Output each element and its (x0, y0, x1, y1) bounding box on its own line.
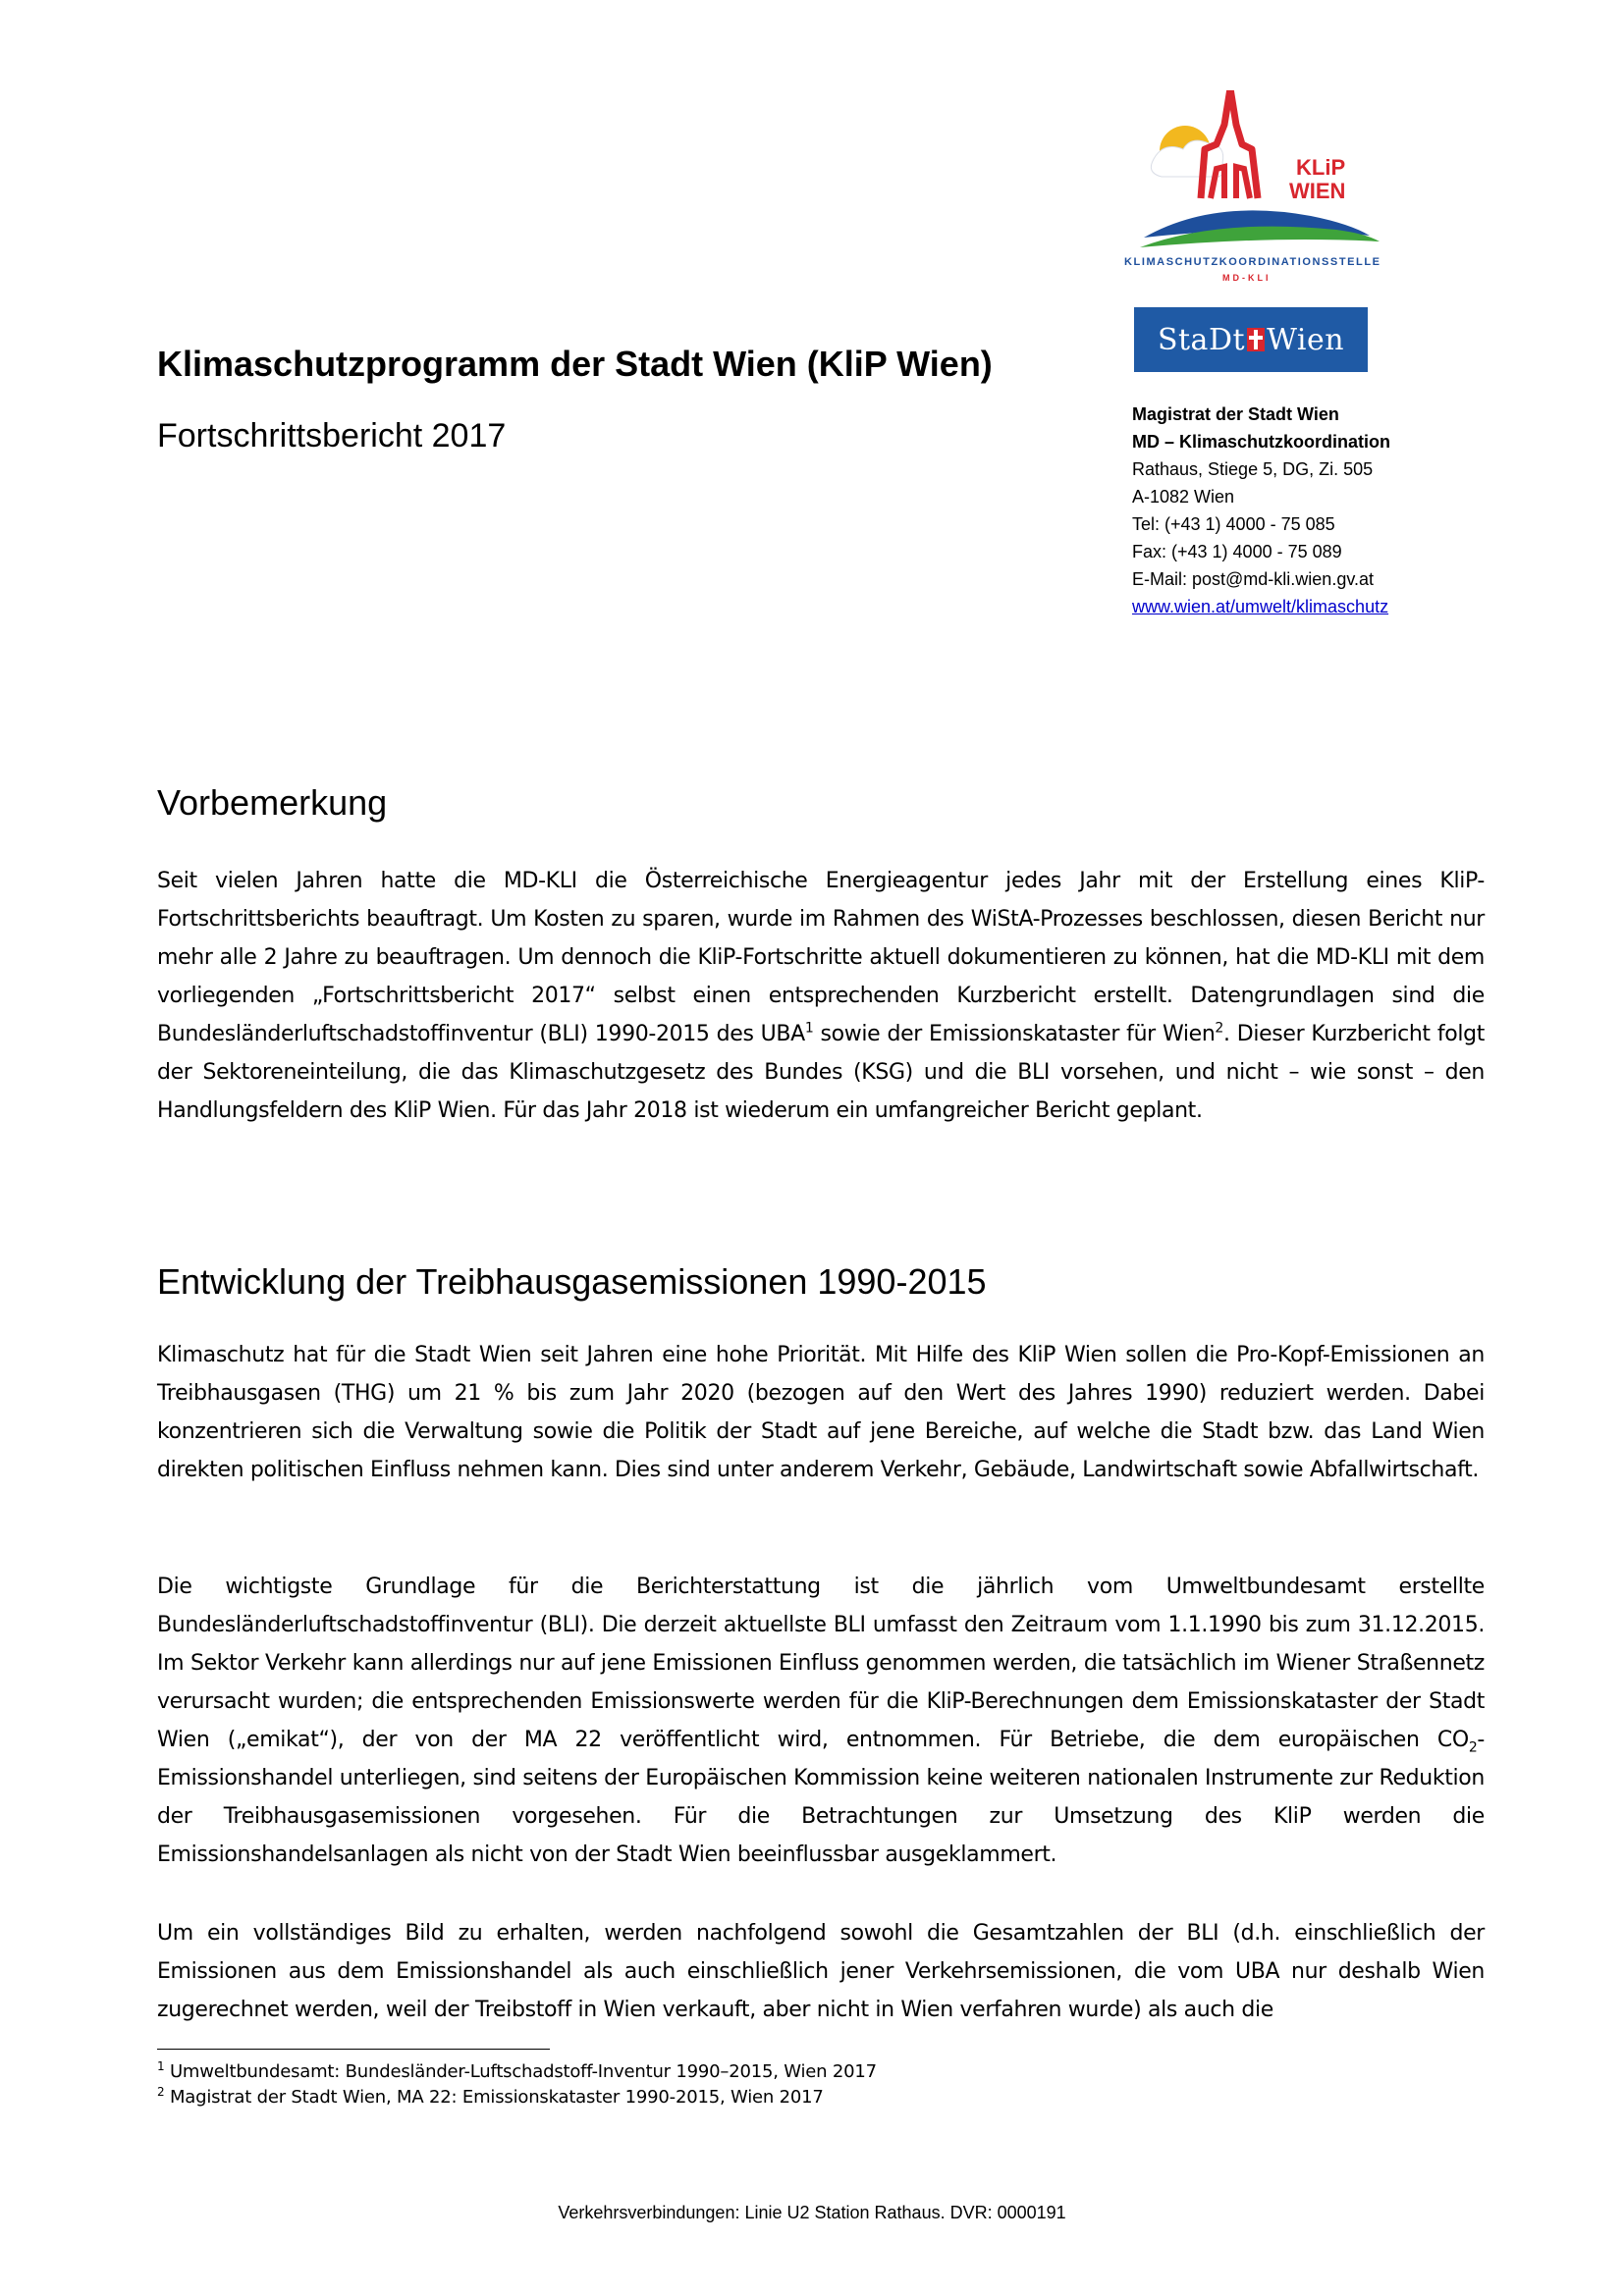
page-subtitle: Fortschrittsbericht 2017 (157, 417, 507, 454)
address-email: E-Mail: post@md-kli.wien.gv.at (1132, 569, 1375, 589)
section-heading-vorbemerkung: Vorbemerkung (157, 782, 388, 823)
stadt-logo-right: Wien (1267, 322, 1345, 357)
footnote-ref-1: 1 (804, 1020, 814, 1037)
address-line-2: MD – Klimaschutzkoordination (1132, 432, 1391, 452)
paragraph-entwicklung-1: Klimaschutz hat für die Stadt Wien seit Jahren eine hohe Priorität. Mit Hilfe des KliP Wien sollen die Pro-Kopf-Emissionen an Treibhausgasen (THG) um 21 % bis zum Jahr 2020 (bezogen auf den Wert des Jahres 1990) reduziert werden. Dabei konzentrieren sich die Verwaltung sowie die Politik der Stadt auf jene Bereiche, auf welche die Stadt bzw. das Land Wien direkten politischen Einfluss nehmen kann. Dies sind unter anderem Verkehr, Gebäude, Landwirtschaft sowie Abfallwirtschaft. (157, 1343, 1485, 1482)
website-link[interactable]: www.wien.at/umwelt/klimaschutz (1132, 597, 1389, 616)
footnotes (157, 2059, 877, 2110)
address-block (1132, 400, 1466, 620)
klip-wien-logo (1114, 90, 1389, 287)
section-heading-entwicklung: Entwicklung der Treibhausgasemissionen 1990-2015 (157, 1261, 987, 1302)
cross-icon (1247, 326, 1265, 353)
address-line-3: Rathaus, Stiege 5, DG, Zi. 505 (1132, 459, 1374, 479)
footnote-ref-2: 2 (1215, 1020, 1223, 1037)
page-footer: Verkehrsverbindungen: Linie U2 Station Rathaus. DVR: 0000191 (558, 2203, 1066, 2222)
klip-logo-caption-2: MD-KLI (1222, 273, 1272, 283)
paragraph-entwicklung-3: Um ein vollständiges Bild zu erhalten, werden nachfolgend sowohl die Gesamtzahlen der BLI (d.h. einschließlich der Emissionen aus dem Emissionshandel als auch einschließlich jener Verkehrsemissionen, die vom UBA nur deshalb Wien zugerechnet werden, weil der Treibstoff in Wien verkauft, aber nicht in Wien verfahren wurde) als auch die (157, 1921, 1485, 2022)
klip-logo-text-2: WIEN (1289, 179, 1346, 203)
address-fax: Fax: (+43 1) 4000 - 75 089 (1132, 542, 1342, 561)
address-line-1: Magistrat der Stadt Wien (1132, 404, 1339, 424)
page-title: Klimaschutzprogramm der Stadt Wien (KliP Wien) (157, 344, 993, 384)
footnote-1: $^1$ Umweltbundesamt: Bundesländer-Luftschadstoff-Inventur 1990–2015, Wien 2017 (157, 2059, 877, 2082)
footnote-2: $^2$ Magistrat der Stadt Wien, MA 22: Emissionskataster 1990-2015, Wien 2017 (157, 2085, 824, 2108)
footnote-divider (157, 2049, 550, 2050)
paragraph-entwicklung-2: Die wichtigste Grundlage für die Berichterstattung ist die jährlich vom Umweltbundesamt erstellte Bundesländerluftschadstoffinventur (BLI). Die derzeit aktuellste BLI umfasst den Zeitraum vom 1.1.1990 bis zum 31.12.2015. Im Sektor Verkehr kann allerdings nur auf jene Emissionen Einfluss genommen werden, die tatsächlich im Wiener Straßennetz verursacht wurden; die entsprechenden Emissionswerte werden für die KliP-Berechnungen dem Emissionskataster der Stadt Wien („emikat“), der von der MA 22 veröffentlicht wird, entnommen. Für Betriebe, die dem europäischen $CO_2$-Emissionshandel unterliegen, sind seitens der Europäischen Kommission keine weiteren nationalen Instrumente zur Reduktion der Treibhausgasemissionen vorgesehen. Für die Betrachtungen zur Umsetzung des KliP werden die Emissionshandelsanlagen als nicht von der Stadt Wien beeinflussbar ausgeklammert. (157, 1575, 1485, 1867)
stadt-logo-left: StaDt (1157, 322, 1246, 357)
klip-logo-caption: KLIMASCHUTZKOORDINATIONSSTELLE (1124, 256, 1380, 268)
address-line-4: A-1082 Wien (1132, 487, 1235, 507)
stadt-wien-logo (1134, 307, 1368, 372)
address-tel: Tel: (+43 1) 4000 - 75 085 (1132, 514, 1335, 534)
klip-logo-text-1: KLiP (1296, 155, 1346, 180)
paragraph-vorbemerkung: Seit vielen Jahren hatte die MD-KLI die Österreichische Energieagentur jedes Jahr mit der Erstellung eines KliP-Fortschrittsberichts beauftragt. Um Kosten zu sparen, wurde im Rahmen des WiStA-Prozesses beschlossen, diesen Bericht nur mehr alle 2 Jahre zu beauftragen. Um dennoch die KliP-Fortschritte aktuell dokumentieren zu können, hat die MD-KLI mit dem vorliegenden „Fortschrittsbericht 2017“ selbst einen entsprechenden Kurzbericht erstellt. Datengrundlagen sind die Bundesländerluftschadstoffinventur (BLI) 1990-2015 des UBA$^1$ sowie der Emissionskataster für Wien$^2$. Dieser Kurzbericht folgt der Sektoreneinteilung, die das Klimaschutzgesetz des Bundes (KSG) und die BLI vorsehen, und nicht – wie sonst – den Handlungsfeldern des KliP Wien. Für das Jahr 2018 ist wiederum ein umfangreicher Bericht geplant. (157, 869, 1485, 1123)
